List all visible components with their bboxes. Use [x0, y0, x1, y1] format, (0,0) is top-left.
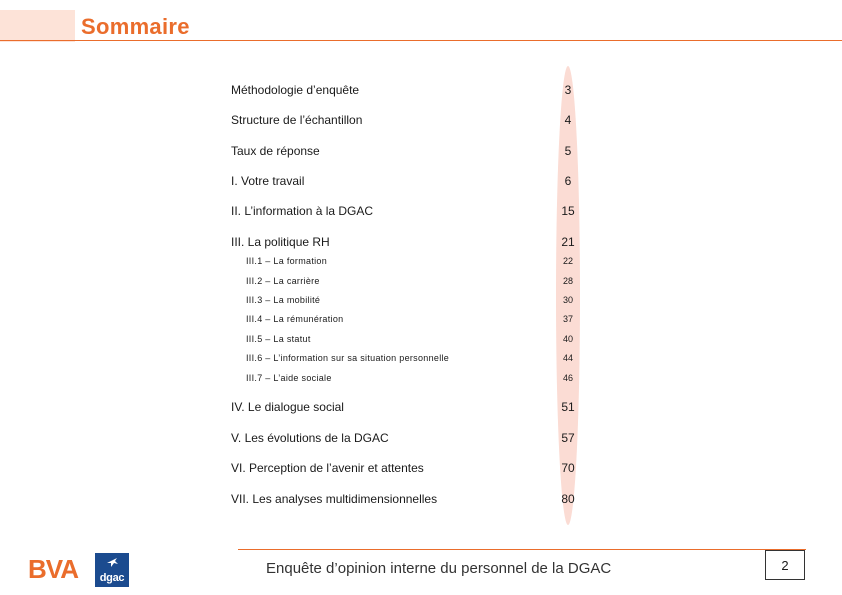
- bva-logo: [28, 556, 90, 587]
- svg-text:BVA: BVA: [28, 556, 78, 582]
- toc-entry-label: VI. Perception de l’avenir et attentes: [231, 461, 424, 475]
- footer-caption: Enquête d’opinion interne du personnel de la DGAC: [266, 560, 612, 577]
- toc-entry-page: 3: [564, 83, 572, 97]
- toc-subentry-label: III.6 – L’information sur sa situation personnelle: [246, 353, 450, 363]
- dgac-logo: dgac: [95, 553, 129, 587]
- toc-entry-page: 4: [564, 113, 572, 127]
- toc-entry-label: V. Les évolutions de la DGAC: [231, 431, 389, 445]
- toc-entry-label: VII. Les analyses multidimensionnelles: [231, 492, 438, 506]
- toc-entry-page: 5: [564, 144, 572, 158]
- page-title: Sommaire: [81, 14, 190, 39]
- toc-entry-label: III. La politique RH: [231, 235, 330, 249]
- toc-entry-label: I. Votre travail: [231, 174, 305, 188]
- toc-subentry-label: III.1 – La formation: [246, 256, 328, 266]
- toc-entry-page: 21: [561, 235, 575, 249]
- toc-subentry-label: III.3 – La mobilité: [246, 295, 321, 305]
- toc-entry-page: 57: [561, 431, 575, 445]
- toc-subentry-label: III.5 – La statut: [246, 334, 311, 344]
- toc-entry-page: 80: [561, 492, 575, 506]
- plane-icon: [105, 555, 119, 569]
- toc-subentry-page: 40: [562, 334, 573, 344]
- toc-entry-page: 15: [561, 204, 575, 218]
- toc-entry-page: 51: [561, 400, 575, 414]
- toc-entry-page: 70: [561, 461, 575, 475]
- toc-subentry-page: 30: [562, 295, 573, 305]
- toc-entry-label: IV. Le dialogue social: [231, 400, 344, 414]
- toc-subentry-label: III.2 – La carrière: [246, 276, 320, 286]
- toc-subentry-label: III.4 – La rémunération: [246, 314, 344, 324]
- toc-entry-label: Méthodologie d’enquête: [231, 83, 360, 97]
- toc-subentry-label: III.7 – L’aide sociale: [246, 373, 332, 383]
- toc-subentry-page: 44: [562, 353, 573, 363]
- toc-entry-label: II. L’information à la DGAC: [231, 204, 374, 218]
- page-number: 2: [765, 550, 805, 580]
- footer-divider: [238, 549, 806, 550]
- toc-subentry-page: 37: [562, 314, 573, 324]
- toc-subentry-page: 22: [562, 256, 573, 266]
- toc-subentry-page: 28: [562, 276, 573, 286]
- toc-entry-label: Taux de réponse: [231, 144, 320, 158]
- toc-entry-page: 6: [564, 174, 572, 188]
- toc-entry-label: Structure de l’échantillon: [231, 113, 363, 127]
- toc-subentry-page: 46: [562, 373, 573, 383]
